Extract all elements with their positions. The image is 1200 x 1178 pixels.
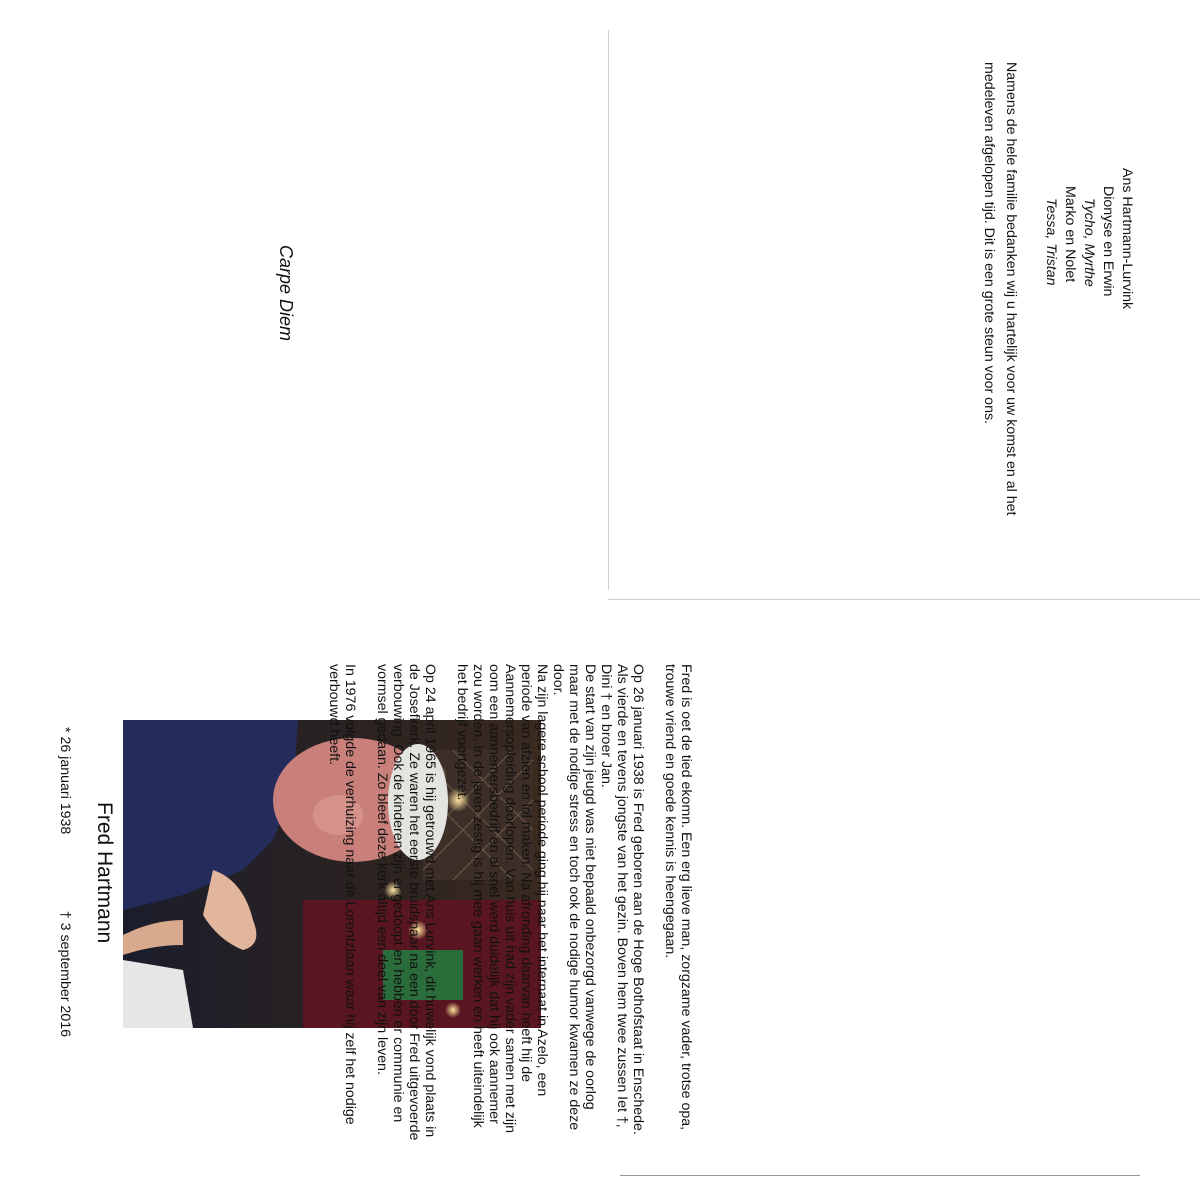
family-signature xyxy=(1041,168,1136,368)
deceased-name: Fred Hartmann xyxy=(93,802,116,944)
bio-paragraph: Op 26 januari 1938 is Fred geboren aan de Hoge Bothofstaat in Enschede. Als vierde en tevens jongste van het gezin. Boven hem twee zussen Iet †, Dini † en broer Jan. xyxy=(598,664,646,1135)
motto-text: Carpe Diem xyxy=(276,245,296,342)
bio-paragraph: Na zijn lagere school periode ging hij naar het internaat in Azelo, een periode van afzien en lol maken. Na afronding daarvan heeft hij de Aannemersopleiding doorlopen. Van huis uit had zijn vader samen met zijn oom een aannemersbedrijf en al snel werd duidelijk dat hij ook aannemer zou worden. In de jaren zestig is hij mee gaan werken en heeft uiteindelijk het bedrijf voortgezet. xyxy=(454,664,550,1133)
panel-divider-vertical xyxy=(608,30,609,590)
family-line: Tessa, Tristan xyxy=(1043,198,1059,286)
thanks-paragraph: Namens de hele familie bedanken wij u hartelijk voor uw komst en al het medeleven afgelopen tijd. Dit is een grote steun voor ons. xyxy=(981,62,1019,516)
family-line: Tycho, Myrthe xyxy=(1081,198,1097,287)
death-date: † 3 september 2016 xyxy=(57,910,73,1037)
bio-paragraph: Fred is oet de tied ekomn. Een erg lieve man, zorgzame vader, trotse opa, trouwe vriend en goede kennis is heengegaan. xyxy=(662,664,694,1131)
panel-divider-horizontal xyxy=(608,599,1200,600)
bio-paragraph: In 1976 volgde de verhuizing naar de Lorentzlaan waar hij zelf het nodige verbouwd heeft. xyxy=(326,664,358,1125)
birth-date: * 26 januari 1938 xyxy=(57,727,73,835)
life-dates xyxy=(57,727,73,1037)
bio-paragraph: De start van zijn jeugd was niet bepaald onbezorgd vanwege de oorlog maar met de nodige stress en toch ook de nodige humor kwamen ze deze door. xyxy=(550,664,598,1131)
family-line: Marko en Nolet xyxy=(1062,186,1078,283)
biography xyxy=(326,664,694,1144)
family-line: Ans Hartmann-Lurvink xyxy=(1119,168,1135,310)
thanks-message xyxy=(978,62,1022,562)
family-line: Dionyse en Erwin xyxy=(1100,186,1116,297)
bio-paragraph: Op 24 april 1965 is hij getrouwd met Ans Lurvink, dit huwelijk vond plaats in de Josefkerk. Ze waren het eerste bruidspaar na een door Fred uitgevoerde verbouwing. Ook de kinderen zijn er gedoopt en hebben er communie en vormsel gedaan. Zo bleef deze kerk altijd een deel van zijn leven. xyxy=(374,664,438,1141)
panel-bottom-edge xyxy=(620,1175,1140,1176)
